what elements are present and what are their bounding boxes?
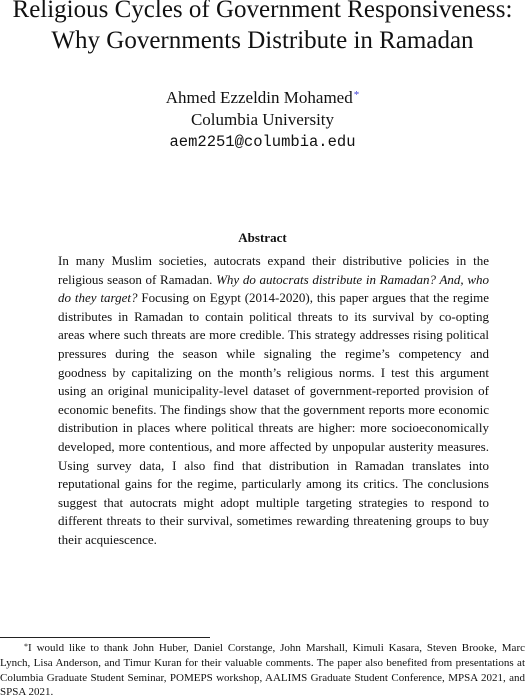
author-name	[0, 88, 525, 108]
abstract-text-rest: Focusing on Egypt (2014-2020), this paper argues that the regime distributes in Ramadan to contain political threats to its survival by co-opting areas where such threats are more credible. This strategy addresses rising political pressures during the season while signaling the regime’s competency and goodness by capitalizing on the month’s religious norms. I test this argument using an original municipality-level dataset of government-reported provision of economic benefits. The findings show that the government reports more economic distribution in places where political threats are higher: more socioeconomically developed, more contentious, and more affected by unpopular austerity measures. Using survey data, I also find that distribution in Ramadan translates into reputational gains for the regime, particularly among its critics. The conclusions suggest that autocrats might adopt multiple targeting strategies to respond to different threats to their survival, sometimes rewarding threatening groups to buy their acquiescence.	[58, 290, 489, 547]
abstract-heading: Abstract	[238, 230, 287, 245]
paper-title	[0, 0, 525, 56]
footnote-text: I would like to thank John Huber, Daniel Corstange, John Marshall, Kimuli Kasara, Steven Brooke, Marc Lynch, Lisa Anderson, and Timur Kuran for their valuable comments. The paper also benefited from presentations at Columbia Graduate Student Seminar, POMEPS workshop, AALIMS Graduate Student Conference, MPSA 2021, and SPSA 2021.	[0, 642, 525, 699]
author-footnote-link[interactable]: *	[353, 89, 360, 101]
abstract-body	[58, 252, 489, 550]
footnote	[0, 641, 525, 700]
title-line-1: Religious Cycles of Government Responsiveness:	[12, 0, 513, 23]
author-affiliation: Columbia University	[190, 110, 335, 129]
abstract-research-questions: Why do autocrats distribute in Ramadan? And, who do they target?	[58, 271, 489, 306]
footnote-mark: *	[24, 642, 28, 651]
footnote-rule	[0, 637, 210, 638]
author-email: aem2251@columbia.edu	[169, 133, 356, 151]
author-name-text: Ahmed Ezzeldin Mohamed	[165, 88, 353, 107]
title-line-2: Why Governments Distribute in Ramadan	[51, 27, 474, 54]
abstract-paragraph	[58, 252, 489, 550]
abstract-text-start: In many Muslim societies, autocrats expand their distributive policies in the religious season of Ramadan.	[58, 253, 489, 287]
